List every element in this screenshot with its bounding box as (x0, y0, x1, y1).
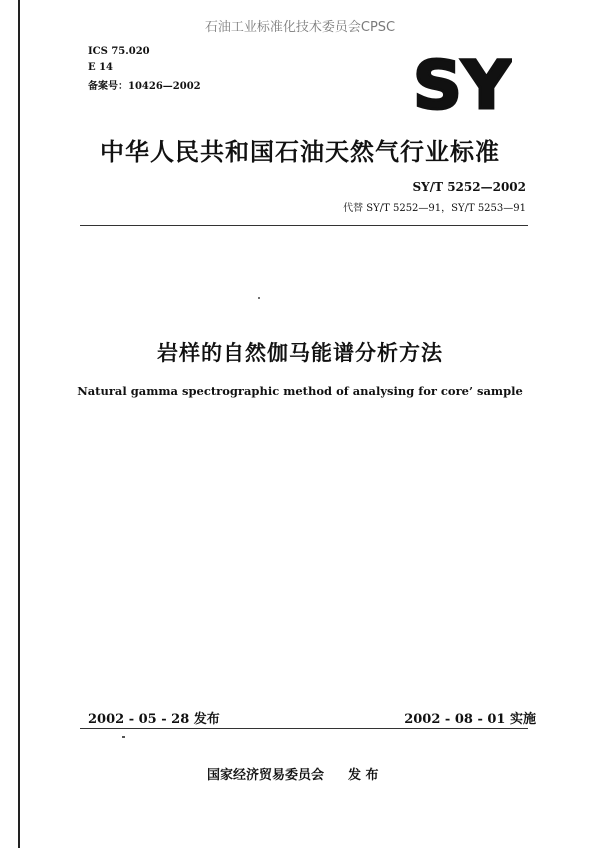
scan-mark (122, 736, 125, 738)
sy-logo-text: SY (413, 52, 512, 114)
issue-date: 2002 - 05 - 28 发布 (88, 712, 220, 727)
implementation-date: 2002 - 08 - 01 实施 (404, 712, 536, 727)
standard-number: SY/T 5252—2002 (412, 180, 526, 194)
footer-divider (80, 728, 528, 729)
issuer-name: 国家经济贸易委员会 (207, 768, 325, 783)
document-title: 岩样的自然伽马能谱分析方法 (157, 341, 443, 365)
standard-title: 中华人民共和国石油天然气行业标准 (100, 138, 500, 166)
binding-edge-line (18, 0, 20, 848)
classification-code: E 14 (88, 62, 114, 73)
sy-logo (412, 52, 512, 114)
header-divider (80, 225, 528, 226)
issuer-line (207, 764, 379, 783)
watermark-text: 石油工业标准化技术委员会CPSC (204, 20, 396, 35)
replaces-note: 代替 SY/T 5252—91，SY/T 5253—91 (343, 203, 526, 214)
record-number: 备案号：10426—2002 (88, 81, 201, 92)
scan-dot (258, 297, 260, 299)
ics-code: ICS 75.020 (88, 46, 150, 57)
document-title-english: Natural gamma spectrographic method of analysing for core’ sample (77, 384, 523, 398)
issuer-action: 发 布 (348, 768, 379, 783)
